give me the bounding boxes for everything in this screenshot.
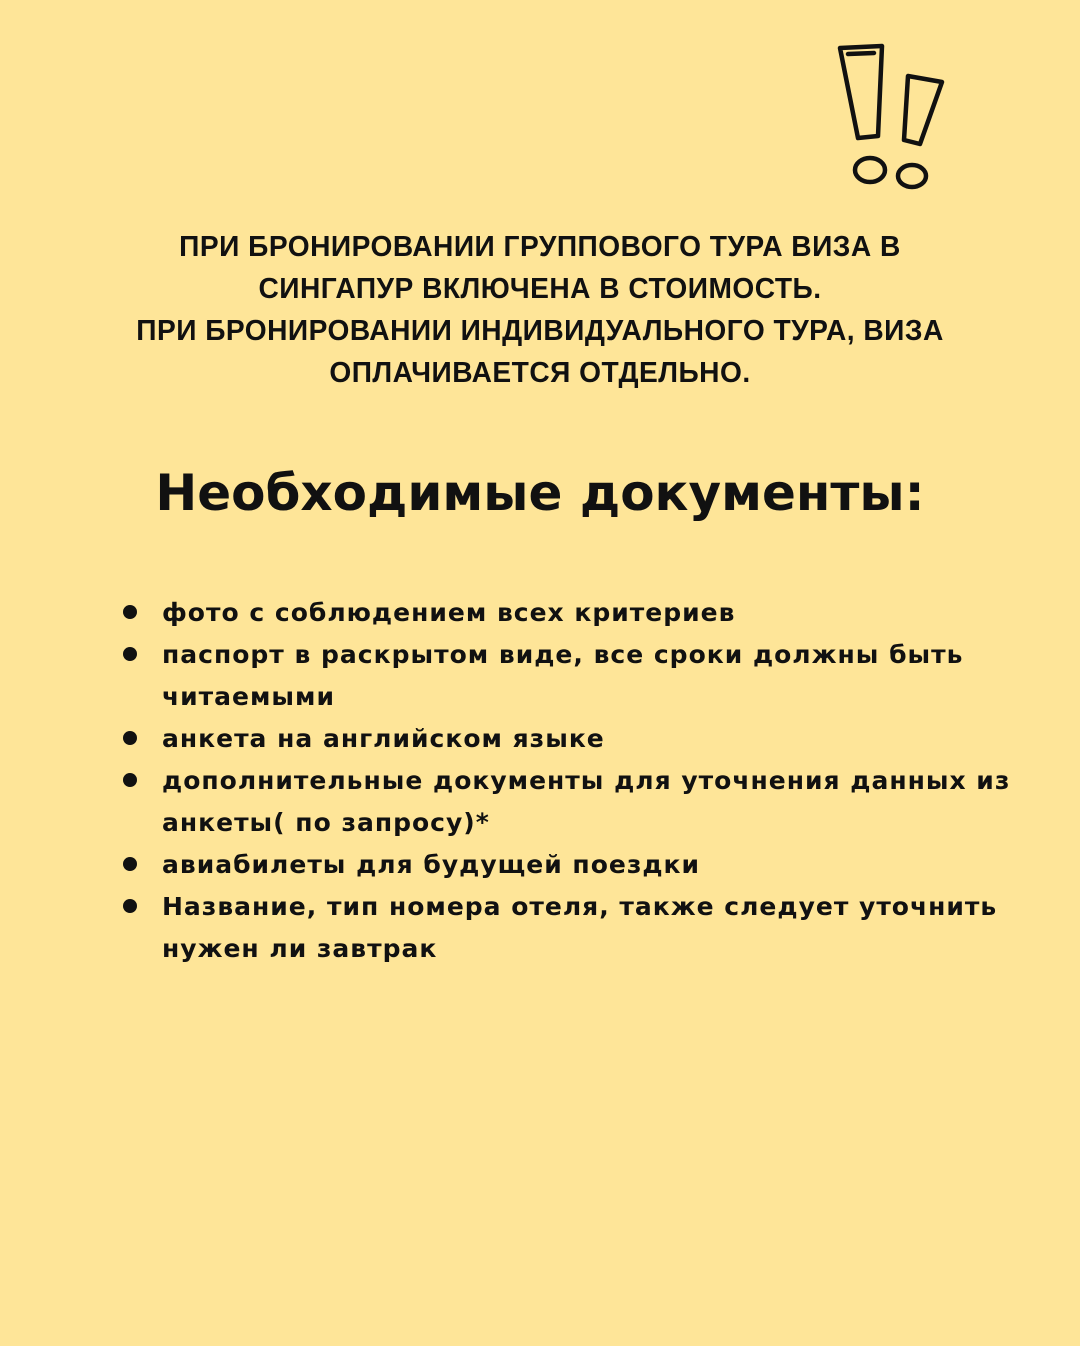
bullet-icon [123,899,137,913]
list-item-text: Название, тип номера отеля, также следует уточнить нужен ли завтрак [162,892,998,963]
list-item [123,886,1023,970]
notice-line: СИНГАПУР ВКЛЮЧЕНА В СТОИМОСТЬ. [258,273,822,305]
double-exclamation-icon [830,40,950,200]
visa-notice [104,226,977,394]
list-item [123,760,1023,844]
list-item-text: дополнительные документы для уточнения данных из анкеты( по запросу)* [162,766,1011,837]
documents-list [123,592,1023,970]
list-item [123,592,1023,634]
documents-heading: Необходимые документы: [155,464,925,522]
bullet-icon [123,857,137,871]
list-item [123,634,1023,718]
bullet-icon [123,605,137,619]
list-item-text: авиабилеты для будущей поездки [162,850,701,879]
notice-line: ПРИ БРОНИРОВАНИИ ГРУППОВОГО ТУРА ВИЗА В [179,231,901,263]
notice-line: ПРИ БРОНИРОВАНИИ ИНДИВИДУАЛЬНОГО ТУРА, ВИЗА [136,315,944,347]
list-item-text: паспорт в раскрытом виде, все сроки должны быть читаемыми [162,640,964,711]
bullet-icon [123,731,137,745]
bullet-icon [123,647,137,661]
list-item [123,844,1023,886]
bullet-icon [123,773,137,787]
notice-line: ОПЛАЧИВАЕТСЯ ОТДЕЛЬНО. [329,357,751,389]
list-item-text: фото с соблюдением всех критериев [162,598,736,627]
list-item-text: анкета на английском языке [162,724,605,753]
list-item [123,718,1023,760]
